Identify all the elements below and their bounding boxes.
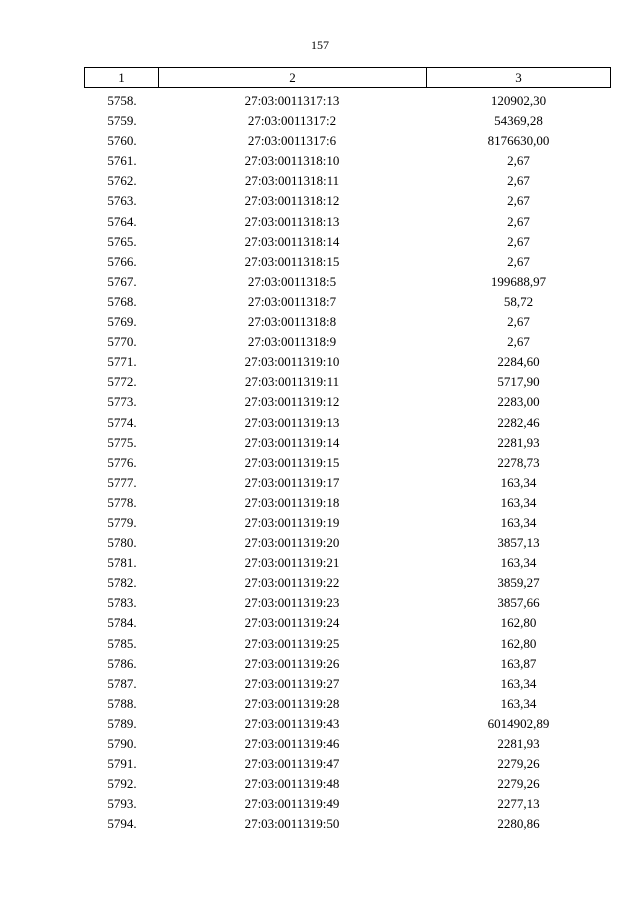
row-number-cell: 5782. [107,575,137,591]
cadastral-number-cell: 27:03:0011317:2 [247,113,337,129]
table-row [84,694,611,714]
table-row [84,613,611,633]
cadastral-number-cell: 27:03:0011319:17 [244,474,340,490]
table-row [84,392,611,412]
cadastral-number-cell: 27:03:0011319:10 [244,354,340,370]
table-row [84,674,611,694]
table-row [84,754,611,774]
cadastral-number-cell: 27:03:0011319:43 [244,715,340,731]
cadastral-number-cell: 27:03:0011319:49 [244,796,340,812]
row-number-cell: 5787. [107,675,137,691]
row-number-cell: 5775. [107,434,137,450]
value-cell: 163,87 [500,655,537,671]
table-row [84,352,611,372]
row-number-cell: 5768. [107,293,137,309]
row-number-cell: 5765. [107,233,137,249]
table-row [84,634,611,654]
value-cell: 2281,93 [497,736,540,751]
cadastral-number-cell: 27:03:0011318:11 [244,173,340,189]
cadastral-number-cell: 27:03:0011319:47 [244,756,340,772]
row-number-cell: 5789. [107,715,137,731]
header-cell-2: 2 [159,68,427,87]
row-number-cell: 5786. [107,655,137,671]
table-row [84,111,611,131]
row-number-cell: 5767. [107,273,137,289]
value-cell: 2279,26 [497,756,540,772]
row-number-cell: 5761. [107,153,137,169]
header-cell-3: 3 [515,70,522,85]
table-row [84,372,611,392]
table-row [84,794,611,814]
value-cell: 3857,13 [497,535,540,551]
table-row [84,774,611,794]
value-cell: 6014902,89 [487,715,550,731]
row-number-cell: 5779. [107,514,137,530]
cadastral-number-cell: 27:03:0011319:15 [244,454,340,470]
value-cell: 163,34 [500,555,537,571]
cadastral-number-cell: 27:03:0011318:12 [244,193,340,209]
value-cell: 163,34 [500,494,537,510]
row-number-cell: 5793. [107,796,137,812]
value-cell: 163,34 [500,514,537,530]
table-row [84,433,611,453]
row-number-cell: 5773. [107,394,137,410]
cadastral-number-cell: 27:03:0011318:9 [247,334,337,350]
row-number-cell: 5776. [107,454,137,470]
cadastral-number-cell: 27:03:0011318:5 [247,273,337,289]
row-number-cell: 5781. [107,555,137,571]
table-row [84,453,611,473]
row-number-cell: 5794. [107,816,137,832]
table-row [84,473,611,493]
table-body [84,88,611,834]
row-number-cell: 5772. [107,374,137,390]
value-cell: 8176630,00 [487,133,550,149]
table-row [84,714,611,734]
cadastral-number-cell: 27:03:0011319:11 [244,374,340,390]
value-cell: 2,67 [507,173,530,189]
cadastral-number-cell: 27:03:0011319:50 [244,816,340,832]
row-number-cell: 5774. [107,414,137,430]
cadastral-number-cell: 27:03:0011319:25 [244,635,340,651]
cadastral-number-cell: 27:03:0011319:23 [244,595,340,611]
table-row [84,593,611,613]
table-row [84,232,611,252]
cadastral-number-cell: 27:03:0011319:28 [244,695,340,711]
table-row [84,272,611,292]
cadastral-number-cell: 27:03:0011317:6 [247,133,337,149]
cadastral-number-cell: 27:03:0011319:12 [244,394,340,410]
cadastral-number-cell: 27:03:0011318:15 [244,253,340,269]
value-cell: 163,34 [500,695,537,711]
cadastral-number-cell: 27:03:0011319:27 [244,675,340,691]
cadastral-number-cell: 27:03:0011318:10 [244,153,340,169]
value-cell: 2,67 [507,334,530,350]
row-number-cell: 5762. [107,173,137,189]
value-cell: 163,34 [500,474,537,490]
cadastral-number-cell: 27:03:0011319:46 [244,736,340,751]
row-number-cell: 5788. [107,695,137,711]
value-cell: 199688,97 [490,273,547,289]
value-cell: 2279,26 [497,776,540,792]
value-cell: 2,67 [507,314,530,330]
row-number-cell: 5769. [107,314,137,330]
cadastral-number-cell: 27:03:0011319:19 [244,514,340,530]
row-number-cell: 5778. [107,494,137,510]
value-cell: 120902,30 [490,93,547,108]
row-number-cell: 5780. [107,535,137,551]
row-number-cell: 5785. [107,635,137,651]
cadastral-number-cell: 27:03:0011318:14 [244,233,340,249]
row-number-cell: 5790. [107,736,137,751]
table-row [84,191,611,211]
value-cell: 5717,90 [497,374,540,390]
table-row [84,533,611,553]
cadastral-number-cell: 27:03:0011318:13 [244,213,340,229]
value-cell: 2,67 [507,153,530,169]
table-row [84,734,611,754]
row-number-cell: 5760. [107,133,137,149]
data-table [84,67,611,834]
cadastral-number-cell: 27:03:0011319:24 [244,615,340,631]
table-row [84,131,611,151]
row-number-cell: 5771. [107,354,137,370]
value-cell: 2277,13 [497,796,540,812]
page-number: 157 [311,38,329,52]
row-number-cell: 5783. [107,595,137,611]
row-number-cell: 5791. [107,756,137,772]
cadastral-number-cell: 27:03:0011319:14 [244,434,340,450]
cadastral-number-cell: 27:03:0011319:18 [244,494,340,510]
row-number-cell: 5784. [107,615,137,631]
value-cell: 162,80 [500,615,537,631]
table-row [84,413,611,433]
value-cell: 2,67 [507,213,530,229]
value-cell: 2284,60 [497,354,540,370]
value-cell: 2,67 [507,253,530,269]
value-cell: 2,67 [507,193,530,209]
value-cell: 2278,73 [497,454,540,470]
value-cell: 2281,93 [497,434,540,450]
table-row [84,212,611,232]
value-cell: 2,67 [507,233,530,249]
header-cell-1: 1 [85,68,159,87]
table-row [84,91,611,111]
cadastral-number-cell: 27:03:0011319:48 [244,776,340,792]
row-number-cell: 5766. [107,253,137,269]
cadastral-number-cell: 27:03:0011318:8 [247,314,337,330]
value-cell: 163,34 [500,675,537,691]
value-cell: 2282,46 [497,414,540,430]
row-number-cell: 5777. [107,474,137,490]
table-row [84,573,611,593]
table-header-row [84,67,611,88]
table-row [84,171,611,191]
cadastral-number-cell: 27:03:0011319:22 [244,575,340,591]
cadastral-number-cell: 27:03:0011318:7 [247,293,337,309]
row-number-cell: 5759. [107,113,137,129]
table-row [84,252,611,272]
cadastral-number-cell: 27:03:0011319:13 [244,414,340,430]
table-row [84,332,611,352]
row-number-cell: 5792. [107,776,137,792]
table-row [84,151,611,171]
table-row [84,312,611,332]
value-cell: 3859,27 [497,575,540,591]
table-row [84,553,611,573]
row-number-cell: 5770. [107,334,137,350]
table-row [84,654,611,674]
value-cell: 58,72 [503,293,534,309]
cadastral-number-cell: 27:03:0011319:20 [244,535,340,551]
value-cell: 2283,00 [497,394,540,410]
value-cell: 54369,28 [494,113,543,129]
row-number-cell: 5764. [107,213,137,229]
value-cell: 2280,86 [497,816,540,832]
value-cell: 3857,66 [497,595,540,611]
table-row [84,292,611,312]
row-number-cell: 5758. [107,93,137,108]
value-cell: 162,80 [500,635,537,651]
table-row [84,493,611,513]
row-number-cell: 5763. [107,193,137,209]
table-row [84,814,611,834]
cadastral-number-cell: 27:03:0011319:21 [244,555,340,571]
table-row [84,513,611,533]
cadastral-number-cell: 27:03:0011319:26 [244,655,340,671]
cadastral-number-cell: 27:03:0011317:13 [244,93,340,108]
